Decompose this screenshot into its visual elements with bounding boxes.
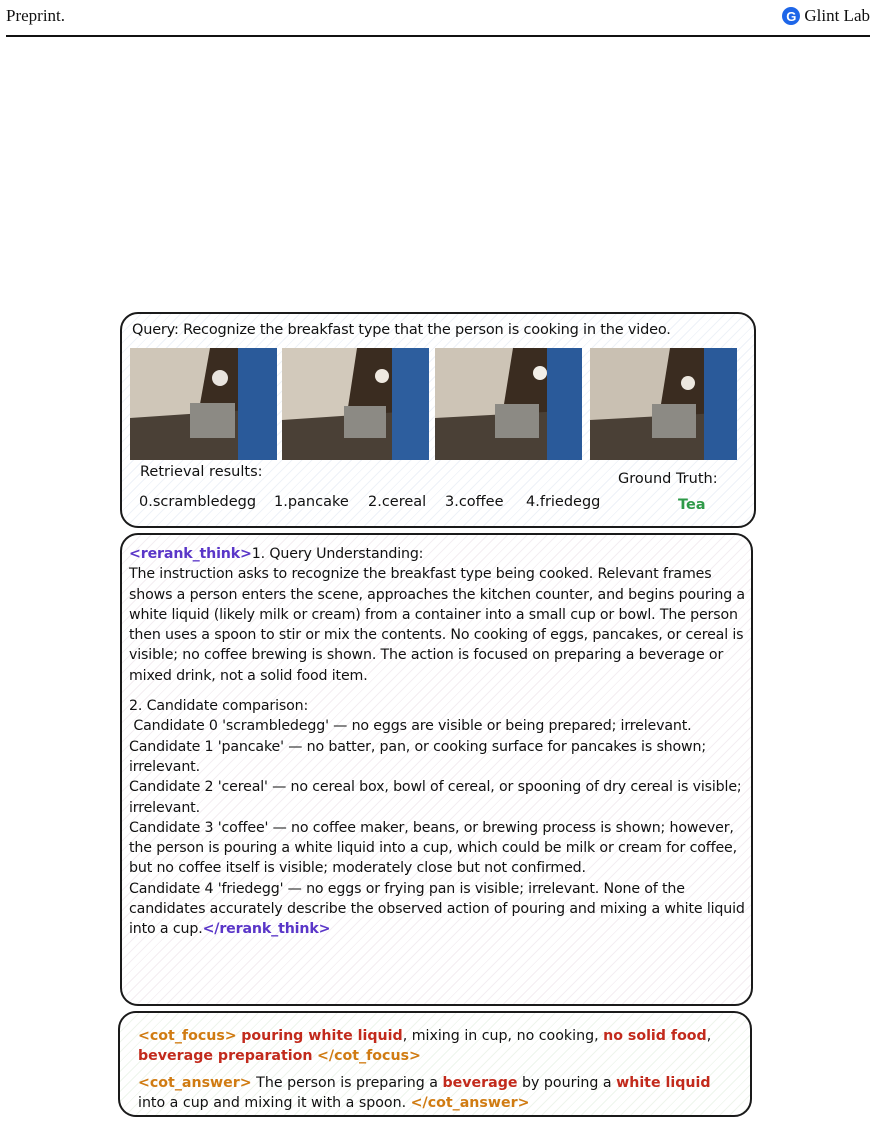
cot-answer — [138, 1073, 738, 1113]
query-panel — [120, 312, 756, 528]
candidate-0: 0.scrambledegg — [139, 494, 257, 510]
reasoning-text — [129, 544, 749, 940]
answer-panel — [118, 1011, 752, 1117]
header-lab — [782, 6, 870, 26]
ground-truth-label: Ground Truth: — [618, 471, 718, 487]
video-frame — [130, 348, 277, 460]
answer-highlight-2: white liquid — [616, 1075, 711, 1091]
video-frame — [590, 348, 737, 460]
focus-mid: , mixing in cup, no cooking, — [402, 1028, 604, 1044]
query-text: Query: Recognize the breakfast type that the person is cooking in the video. — [132, 322, 671, 338]
video-frames — [130, 348, 738, 460]
focus-open-tag: <cot_focus> — [138, 1028, 237, 1044]
candidate-4: 4.friedegg — [526, 494, 601, 510]
candidate-1: 1.pancake — [274, 494, 349, 510]
ground-truth-value: Tea — [678, 497, 706, 513]
retrieval-label: Retrieval results: — [140, 464, 263, 480]
focus-highlight-3: beverage preparation — [138, 1048, 313, 1064]
focus-sep: , — [706, 1028, 712, 1044]
candidate-4-reason: Candidate 4 'friedegg' — no eggs or frying pan is visible; irrelevant. None of the candidates accurately describe the observed action of pouring and mixing a white liquid into a cup. — [129, 880, 745, 938]
glint-logo-icon: G — [782, 7, 800, 25]
think-close-tag: </rerank_think> — [202, 921, 331, 938]
answer-text-b: by pouring a — [522, 1075, 612, 1091]
think-open-tag: <rerank_think> — [129, 546, 252, 562]
section1-title: 1. Query Understanding: — [251, 546, 424, 562]
candidate-2-reason: Candidate 2 'cereal' — no cereal box, bowl of cereal, or spooning of dry cereal is visible; irrelevant. — [129, 779, 742, 816]
answer-open-tag: <cot_answer> — [138, 1075, 252, 1091]
reasoning-panel — [120, 533, 753, 1006]
answer-highlight-1: beverage — [442, 1075, 518, 1091]
candidate-2: 2.cereal — [368, 494, 427, 510]
section1-body: The instruction asks to recognize the breakfast type being cooked. Relevant frames shows a person enters the scene, approaches the kitchen counter, and begins pouring a white liquid (likely milk or cream) from a container into a small cup or bowl. The person then uses a spoon to stir or mix the contents. No cooking of eggs, pancakes, or cereal is visible; no coffee brewing is shown. The action is focused on preparing a beverage or mixed drink, not a solid food item. — [129, 566, 745, 684]
answer-close-tag: </cot_answer> — [410, 1095, 530, 1111]
header-preprint: Preprint. — [6, 6, 66, 25]
candidate-3-reason: Candidate 3 'coffee' — no coffee maker, beans, or brewing process is shown; however, the person is pouring a white liquid into a cup, which could be milk or cream for coffee, but no coffee itself is visible; moderately close but not confirmed. — [129, 819, 737, 877]
cot-focus — [138, 1026, 738, 1066]
focus-highlight-1: pouring white liquid — [241, 1028, 403, 1044]
video-frame — [282, 348, 429, 460]
candidate-1-reason: Candidate 1 'pancake' — no batter, pan, or cooking surface for pancakes is shown; irrelevant. — [129, 738, 706, 775]
focus-highlight-2: no solid food — [603, 1028, 707, 1044]
answer-text-a: The person is preparing a — [256, 1075, 438, 1091]
header-lab-name: Glint Lab — [804, 6, 870, 25]
answer-text-c: into a cup and mixing it with a spoon. — [138, 1095, 407, 1111]
focus-close-tag: </cot_focus> — [317, 1048, 421, 1064]
section2-title: 2. Candidate comparison: — [129, 698, 309, 715]
video-frame — [435, 348, 582, 460]
header-rule — [6, 35, 870, 37]
candidate-3: 3.coffee — [445, 494, 504, 510]
candidate-0-reason: Candidate 0 'scrambledegg' — no eggs are visible or being prepared; irrelevant. — [129, 718, 692, 735]
